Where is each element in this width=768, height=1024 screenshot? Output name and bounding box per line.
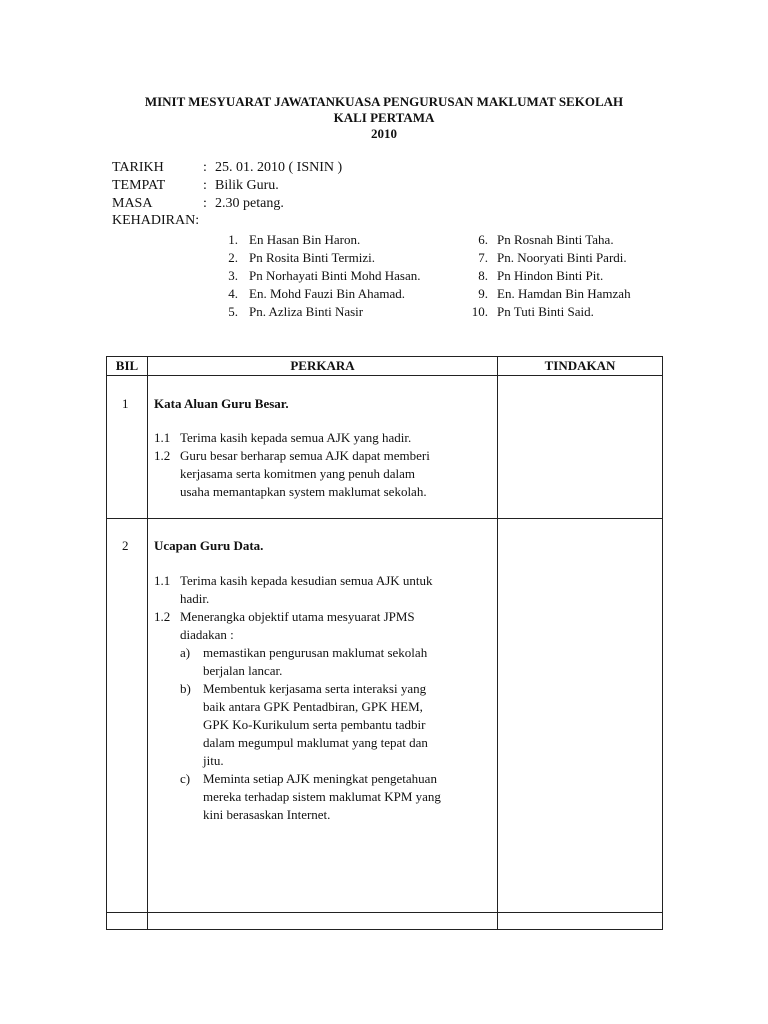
item-text: Menerangka objektif utama mesyuarat JPMS <box>180 609 415 624</box>
item-number: 1.2 <box>154 609 171 624</box>
attendee-name: En. Hamdan Bin Hamzah <box>497 286 631 301</box>
subitem-letter: b) <box>180 681 191 696</box>
item-text: hadir. <box>180 591 210 606</box>
header-bil: BIL <box>115 358 139 373</box>
attendee-number: 8. <box>478 268 488 283</box>
item-text: usaha memantapkan system maklumat sekolah. <box>180 484 427 499</box>
table-column-divider <box>147 356 148 930</box>
subitem-text: Meminta setiap AJK meningkat pengetahuan <box>203 771 437 786</box>
table-border-left <box>106 356 107 930</box>
table-row-divider <box>106 518 663 519</box>
table-border-top <box>106 356 663 357</box>
tarikh-value: 25. 01. 2010 ( ISNIN ) <box>215 160 343 175</box>
item-number: 1.2 <box>154 448 171 463</box>
item-text: kerjasama serta komitmen yang penuh dalam <box>180 466 416 481</box>
attendee-name: En. Mohd Fauzi Bin Ahamad. <box>249 286 405 301</box>
attendee-name: Pn Rosnah Binti Taha. <box>497 232 614 247</box>
header-tindakan: TINDAKAN <box>544 358 616 373</box>
document-year: 2010 <box>371 126 397 141</box>
attendee-number: 1. <box>228 232 238 247</box>
item-text: Guru besar berharap semua AJK dapat memberi <box>180 448 430 463</box>
attendee-number: 6. <box>478 232 488 247</box>
document-subtitle: KALI PERTAMA <box>333 110 435 125</box>
attendee-name: En Hasan Bin Haron. <box>249 232 361 247</box>
document-title: MINIT MESYUARAT JAWATANKUASA PENGURUSAN MAKLUMAT SEKOLAH <box>144 94 624 109</box>
subitem-text: jitu. <box>203 753 224 768</box>
table-column-divider <box>497 356 498 930</box>
subitem-text: berjalan lancar. <box>203 663 283 678</box>
attendee-number: 3. <box>228 268 238 283</box>
item-text: Terima kasih kepada kesudian semua AJK untuk <box>180 573 433 588</box>
subitem-text: dalam megumpul maklumat yang tepat dan <box>203 735 428 750</box>
item-number: 1.1 <box>154 430 171 445</box>
item-text: diadakan : <box>180 627 234 642</box>
row-heading: Kata Aluan Guru Besar. <box>154 396 289 411</box>
item-number: 1.1 <box>154 573 171 588</box>
masa-colon: : <box>203 196 207 211</box>
masa-value: 2.30 petang. <box>215 196 284 211</box>
masa-label: MASA <box>112 196 153 211</box>
attendee-number: 4. <box>228 286 238 301</box>
table-border-right <box>662 356 663 930</box>
tempat-value: Bilik Guru. <box>215 178 279 193</box>
subitem-text: baik antara GPK Pentadbiran, GPK HEM, <box>203 699 423 714</box>
attendee-name: Pn Norhayati Binti Mohd Hasan. <box>249 268 421 283</box>
attendee-name: Pn Rosita Binti Termizi. <box>249 250 375 265</box>
attendee-number: 10. <box>471 304 488 319</box>
subitem-text: memastikan pengurusan maklumat sekolah <box>203 645 428 660</box>
subitem-text: GPK Ko-Kurikulum serta pembantu tadbir <box>203 717 426 732</box>
attendee-name: Pn. Nooryati Binti Pardi. <box>497 250 627 265</box>
subitem-letter: c) <box>180 771 191 786</box>
attendee-name: Pn Hindon Binti Pit. <box>497 268 604 283</box>
tarikh-label: TARIKH <box>112 160 164 175</box>
subitem-text: kini berasaskan Internet. <box>203 807 331 822</box>
tempat-label: TEMPAT <box>112 178 166 193</box>
subitem-text: mereka terhadap sistem maklumat KPM yang <box>203 789 441 804</box>
row-bil: 1 <box>122 396 129 411</box>
subitem-text: Membentuk kerjasama serta interaksi yang <box>203 681 427 696</box>
row-heading: Ucapan Guru Data. <box>154 538 264 553</box>
attendee-number: 9. <box>478 286 488 301</box>
row-bil: 2 <box>122 538 129 553</box>
table-border-bottom <box>106 929 663 930</box>
item-text: Terima kasih kepada semua AJK yang hadir. <box>180 430 412 445</box>
tarikh-colon: : <box>203 160 207 175</box>
table-header-divider <box>106 375 663 376</box>
attendee-name: Pn. Azliza Binti Nasir <box>249 304 364 319</box>
table-row-divider <box>106 912 663 913</box>
attendee-number: 5. <box>228 304 238 319</box>
subitem-letter: a) <box>180 645 191 660</box>
attendee-number: 7. <box>478 250 488 265</box>
tempat-colon: : <box>203 178 207 193</box>
attendee-name: Pn Tuti Binti Said. <box>497 304 594 319</box>
attendee-number: 2. <box>228 250 238 265</box>
kehadiran-label: KEHADIRAN: <box>112 213 200 228</box>
header-perkara: PERKARA <box>290 358 355 373</box>
